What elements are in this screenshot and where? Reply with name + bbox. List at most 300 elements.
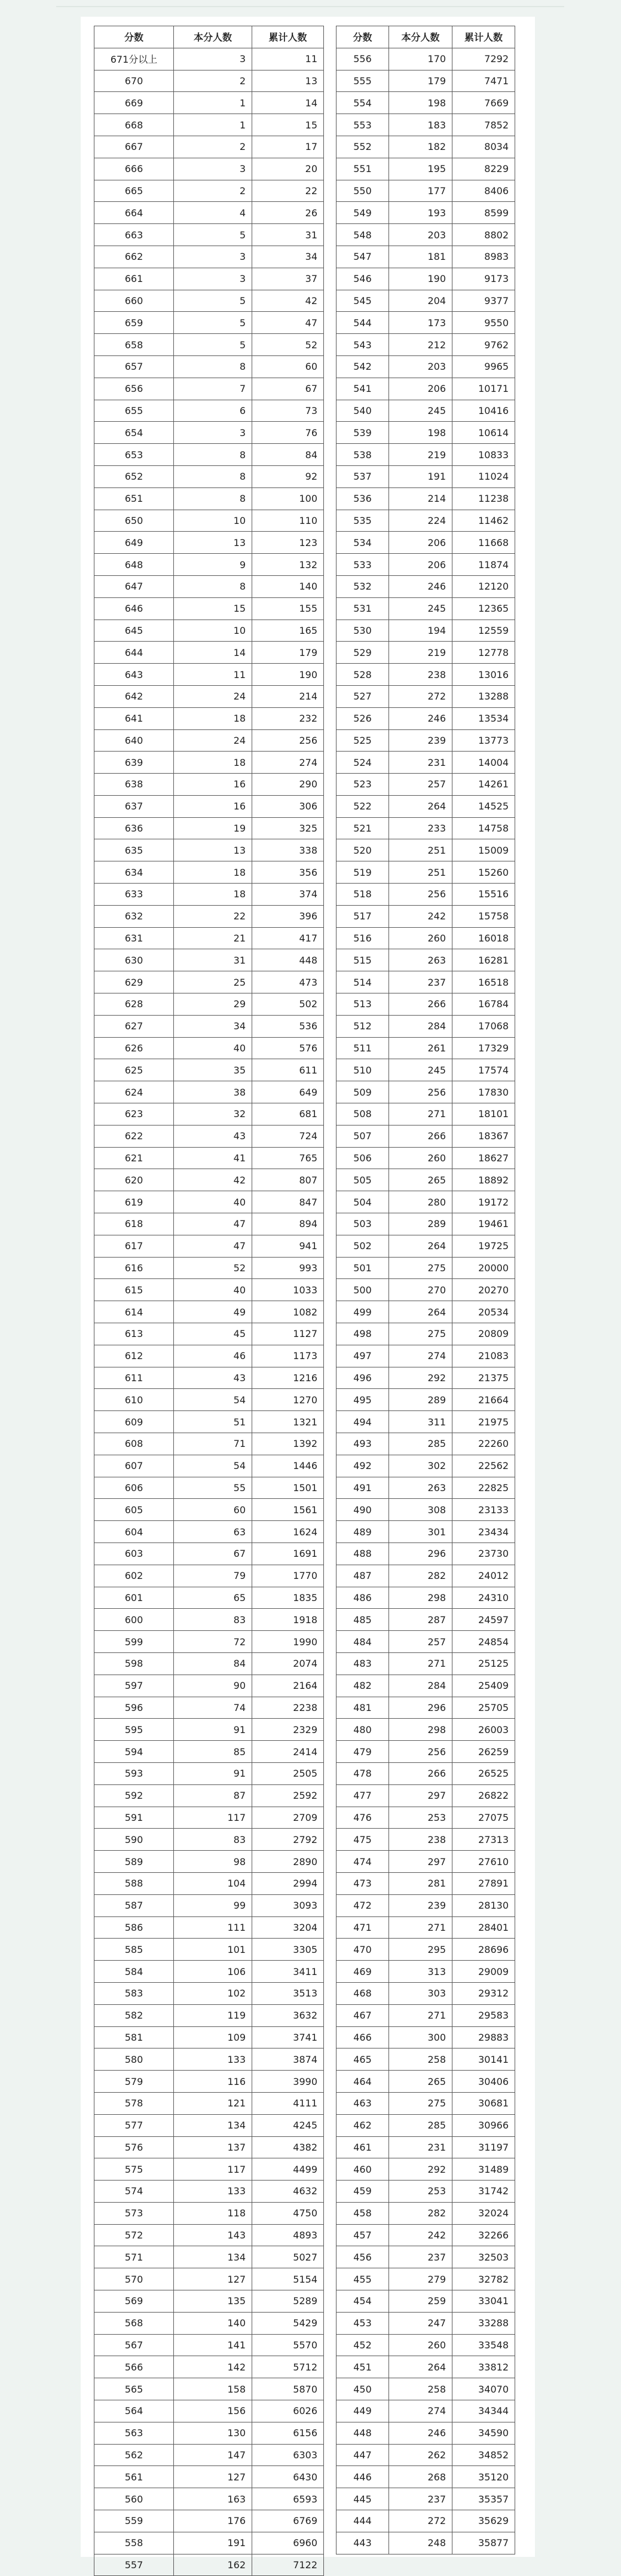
cell-score: 456 bbox=[336, 2246, 389, 2268]
table-row bbox=[94, 2356, 324, 2378]
table-row bbox=[94, 268, 324, 290]
cell-count: 258 bbox=[389, 2378, 452, 2400]
cell-cumulative: 4382 bbox=[252, 2136, 324, 2158]
table-row bbox=[94, 2246, 324, 2268]
cell-cumulative: 1392 bbox=[252, 1433, 324, 1455]
cell-cumulative: 2709 bbox=[252, 1807, 324, 1829]
cell-count: 253 bbox=[389, 1807, 452, 1829]
table-row bbox=[336, 1015, 515, 1037]
cell-cumulative: 34852 bbox=[452, 2444, 515, 2466]
cell-cumulative: 11 bbox=[252, 48, 324, 70]
cell-count: 54 bbox=[174, 1389, 252, 1411]
cell-score: 457 bbox=[336, 2224, 389, 2246]
cell-count: 182 bbox=[389, 136, 452, 158]
table-row bbox=[94, 1191, 324, 1213]
cell-cumulative: 681 bbox=[252, 1103, 324, 1126]
cell-score: 588 bbox=[94, 1872, 174, 1894]
cell-cumulative: 4632 bbox=[252, 2181, 324, 2203]
cell-cumulative: 1321 bbox=[252, 1411, 324, 1433]
cell-count: 265 bbox=[389, 1169, 452, 1191]
cell-score: 443 bbox=[336, 2532, 389, 2554]
cell-cumulative: 1691 bbox=[252, 1542, 324, 1565]
table-row bbox=[336, 334, 515, 356]
cell-cumulative: 14004 bbox=[452, 752, 515, 774]
table-row bbox=[336, 949, 515, 971]
cell-score: 643 bbox=[94, 664, 174, 686]
cell-count: 5 bbox=[174, 312, 252, 334]
cell-cumulative: 33548 bbox=[452, 2334, 515, 2356]
cell-cumulative: 5712 bbox=[252, 2356, 324, 2378]
cell-score: 565 bbox=[94, 2378, 174, 2400]
table-row bbox=[336, 400, 515, 422]
table-row bbox=[336, 2312, 515, 2334]
table-row bbox=[336, 1169, 515, 1191]
cell-score: 515 bbox=[336, 949, 389, 971]
cell-score: 545 bbox=[336, 290, 389, 312]
table-row bbox=[94, 2136, 324, 2158]
cell-cumulative: 34590 bbox=[452, 2422, 515, 2444]
cell-count: 191 bbox=[389, 465, 452, 487]
cell-count: 2 bbox=[174, 180, 252, 202]
table-row bbox=[336, 2048, 515, 2071]
cell-cumulative: 32024 bbox=[452, 2202, 515, 2224]
cell-cumulative: 7852 bbox=[452, 114, 515, 136]
cell-count: 13 bbox=[174, 532, 252, 554]
table-row bbox=[94, 2488, 324, 2510]
table-row bbox=[94, 620, 324, 642]
cell-cumulative: 179 bbox=[252, 642, 324, 664]
cell-count: 219 bbox=[389, 642, 452, 664]
cell-count: 238 bbox=[389, 664, 452, 686]
cell-cumulative: 993 bbox=[252, 1257, 324, 1279]
cell-score: 587 bbox=[94, 1894, 174, 1916]
table-row bbox=[94, 1521, 324, 1543]
cell-count: 109 bbox=[174, 2026, 252, 2048]
cell-score: 489 bbox=[336, 1521, 389, 1543]
cell-score: 538 bbox=[336, 444, 389, 466]
cell-cumulative: 14758 bbox=[452, 817, 515, 839]
cell-count: 18 bbox=[174, 752, 252, 774]
table-row bbox=[336, 1939, 515, 1961]
table-row bbox=[336, 1125, 515, 1147]
cell-score: 466 bbox=[336, 2026, 389, 2048]
table-row bbox=[336, 1697, 515, 1719]
cell-score: 654 bbox=[94, 422, 174, 444]
cell-score: 622 bbox=[94, 1125, 174, 1147]
cell-count: 42 bbox=[174, 1169, 252, 1191]
cell-count: 3 bbox=[174, 422, 252, 444]
table-row bbox=[94, 224, 324, 246]
cell-count: 91 bbox=[174, 1762, 252, 1784]
cell-cumulative: 4245 bbox=[252, 2114, 324, 2136]
cell-cumulative: 26525 bbox=[452, 1762, 515, 1784]
cell-cumulative: 34 bbox=[252, 246, 324, 268]
cell-count: 265 bbox=[389, 2071, 452, 2093]
cell-score: 617 bbox=[94, 1235, 174, 1257]
table-row bbox=[336, 487, 515, 510]
cell-score: 652 bbox=[94, 465, 174, 487]
cell-cumulative: 25125 bbox=[452, 1652, 515, 1675]
cell-cumulative: 11874 bbox=[452, 554, 515, 576]
cell-score: 476 bbox=[336, 1807, 389, 1829]
table-row bbox=[94, 465, 324, 487]
cell-score: 502 bbox=[336, 1235, 389, 1257]
cell-count: 158 bbox=[174, 2378, 252, 2400]
cell-score: 637 bbox=[94, 795, 174, 817]
table-row bbox=[94, 1301, 324, 1323]
cell-cumulative: 15260 bbox=[452, 861, 515, 884]
cell-count: 297 bbox=[389, 1851, 452, 1873]
cell-score: 540 bbox=[336, 400, 389, 422]
cell-score: 596 bbox=[94, 1697, 174, 1719]
table-row bbox=[336, 246, 515, 268]
cell-count: 41 bbox=[174, 1147, 252, 1169]
cell-score: 557 bbox=[94, 2554, 174, 2576]
cell-score: 580 bbox=[94, 2048, 174, 2071]
cell-count: 3 bbox=[174, 268, 252, 290]
table-row bbox=[336, 1762, 515, 1784]
cell-score: 632 bbox=[94, 905, 174, 927]
cell-cumulative: 24597 bbox=[452, 1609, 515, 1631]
cell-score: 458 bbox=[336, 2202, 389, 2224]
table-row bbox=[94, 2224, 324, 2246]
table-row bbox=[336, 1147, 515, 1169]
cell-count: 101 bbox=[174, 1939, 252, 1961]
table-row bbox=[336, 685, 515, 707]
score-table-left bbox=[94, 26, 324, 2576]
cell-count: 256 bbox=[389, 1081, 452, 1103]
cell-cumulative: 23133 bbox=[452, 1499, 515, 1521]
cell-count: 311 bbox=[389, 1411, 452, 1433]
cell-cumulative: 5027 bbox=[252, 2246, 324, 2268]
cell-score: 628 bbox=[94, 993, 174, 1016]
cell-count: 289 bbox=[389, 1389, 452, 1411]
table-row bbox=[336, 312, 515, 334]
table-row bbox=[336, 1103, 515, 1126]
cell-count: 258 bbox=[389, 2048, 452, 2071]
cell-score: 478 bbox=[336, 1762, 389, 1784]
cell-count: 237 bbox=[389, 2488, 452, 2510]
table-row bbox=[336, 575, 515, 597]
table-row bbox=[336, 48, 515, 70]
cell-count: 233 bbox=[389, 817, 452, 839]
cell-score: 543 bbox=[336, 334, 389, 356]
cell-count: 173 bbox=[389, 312, 452, 334]
cell-count: 156 bbox=[174, 2400, 252, 2422]
cell-count: 271 bbox=[389, 1916, 452, 1939]
cell-score: 548 bbox=[336, 224, 389, 246]
table-row bbox=[94, 839, 324, 861]
cell-count: 121 bbox=[174, 2092, 252, 2114]
cell-count: 10 bbox=[174, 510, 252, 532]
cell-score: 498 bbox=[336, 1323, 389, 1345]
table-row bbox=[94, 795, 324, 817]
cell-score: 663 bbox=[94, 224, 174, 246]
cell-count: 117 bbox=[174, 2158, 252, 2181]
cell-cumulative: 21975 bbox=[452, 1411, 515, 1433]
cell-cumulative: 32782 bbox=[452, 2268, 515, 2290]
table-row bbox=[94, 642, 324, 664]
cell-count: 194 bbox=[389, 620, 452, 642]
table-row bbox=[336, 884, 515, 906]
table-row bbox=[94, 2114, 324, 2136]
cell-score: 625 bbox=[94, 1059, 174, 1081]
cell-score: 635 bbox=[94, 839, 174, 861]
cell-cumulative: 10171 bbox=[452, 378, 515, 400]
table-row bbox=[336, 642, 515, 664]
cell-count: 203 bbox=[389, 355, 452, 378]
table-row bbox=[336, 510, 515, 532]
cell-score: 644 bbox=[94, 642, 174, 664]
cell-count: 238 bbox=[389, 1829, 452, 1851]
table-row bbox=[336, 1367, 515, 1389]
table-row bbox=[336, 2181, 515, 2203]
cell-score: 488 bbox=[336, 1542, 389, 1565]
cell-score: 610 bbox=[94, 1389, 174, 1411]
cell-score: 571 bbox=[94, 2246, 174, 2268]
table-row bbox=[94, 1015, 324, 1037]
cell-cumulative: 30966 bbox=[452, 2114, 515, 2136]
cell-count: 2 bbox=[174, 136, 252, 158]
cell-score: 624 bbox=[94, 1081, 174, 1103]
table-row bbox=[94, 2071, 324, 2093]
cell-score: 603 bbox=[94, 1542, 174, 1565]
cell-count: 203 bbox=[389, 224, 452, 246]
cell-cumulative: 27610 bbox=[452, 1851, 515, 1873]
cell-score: 639 bbox=[94, 752, 174, 774]
cell-cumulative: 29583 bbox=[452, 2004, 515, 2026]
table-row bbox=[336, 2092, 515, 2114]
cell-count: 224 bbox=[389, 510, 452, 532]
cell-score: 454 bbox=[336, 2290, 389, 2313]
cell-score: 510 bbox=[336, 1059, 389, 1081]
cell-count: 275 bbox=[389, 2092, 452, 2114]
cell-cumulative: 4499 bbox=[252, 2158, 324, 2181]
cell-count: 137 bbox=[174, 2136, 252, 2158]
table-row bbox=[336, 1587, 515, 1609]
cell-score: 650 bbox=[94, 510, 174, 532]
cell-score: 664 bbox=[94, 202, 174, 224]
cell-cumulative: 11668 bbox=[452, 532, 515, 554]
cell-cumulative: 17 bbox=[252, 136, 324, 158]
table-row bbox=[336, 1521, 515, 1543]
table-row bbox=[336, 1916, 515, 1939]
cell-cumulative: 1082 bbox=[252, 1301, 324, 1323]
cell-count: 264 bbox=[389, 795, 452, 817]
cell-count: 34 bbox=[174, 1015, 252, 1037]
table-row bbox=[336, 92, 515, 114]
table-header-row bbox=[336, 26, 515, 48]
cell-score: 560 bbox=[94, 2488, 174, 2510]
cell-score: 469 bbox=[336, 1961, 389, 1983]
table-row bbox=[94, 1125, 324, 1147]
cell-count: 127 bbox=[174, 2466, 252, 2488]
cell-score: 453 bbox=[336, 2312, 389, 2334]
cell-score: 600 bbox=[94, 1609, 174, 1631]
cell-cumulative: 232 bbox=[252, 707, 324, 729]
cell-score: 455 bbox=[336, 2268, 389, 2290]
cell-cumulative: 35120 bbox=[452, 2466, 515, 2488]
table-row bbox=[336, 2488, 515, 2510]
cell-count: 245 bbox=[389, 1059, 452, 1081]
cell-count: 14 bbox=[174, 642, 252, 664]
cell-cumulative: 3305 bbox=[252, 1939, 324, 1961]
cell-cumulative: 536 bbox=[252, 1015, 324, 1037]
table-row bbox=[94, 1741, 324, 1763]
cell-cumulative: 502 bbox=[252, 993, 324, 1016]
cell-count: 55 bbox=[174, 1477, 252, 1499]
cell-score: 662 bbox=[94, 246, 174, 268]
cell-cumulative: 30681 bbox=[452, 2092, 515, 2114]
cell-cumulative: 18101 bbox=[452, 1103, 515, 1126]
table-row bbox=[94, 2334, 324, 2356]
table-row bbox=[336, 1279, 515, 1301]
table-row bbox=[336, 1784, 515, 1807]
cell-score: 468 bbox=[336, 1982, 389, 2004]
cell-score: 503 bbox=[336, 1213, 389, 1235]
cell-score: 638 bbox=[94, 774, 174, 796]
cell-score: 661 bbox=[94, 268, 174, 290]
cell-score: 575 bbox=[94, 2158, 174, 2181]
cell-cumulative: 17068 bbox=[452, 1015, 515, 1037]
cell-cumulative: 30141 bbox=[452, 2048, 515, 2071]
cell-cumulative: 2592 bbox=[252, 1784, 324, 1807]
cell-count: 237 bbox=[389, 2246, 452, 2268]
cell-count: 263 bbox=[389, 1477, 452, 1499]
table-row bbox=[336, 1542, 515, 1565]
cell-count: 313 bbox=[389, 1961, 452, 1983]
cell-cumulative: 338 bbox=[252, 839, 324, 861]
cell-count: 19 bbox=[174, 817, 252, 839]
cell-score: 547 bbox=[336, 246, 389, 268]
cell-count: 43 bbox=[174, 1367, 252, 1389]
cell-count: 212 bbox=[389, 334, 452, 356]
cell-count: 91 bbox=[174, 1719, 252, 1741]
table-row bbox=[94, 378, 324, 400]
cell-count: 7 bbox=[174, 378, 252, 400]
table-row bbox=[94, 1499, 324, 1521]
cell-score: 584 bbox=[94, 1961, 174, 1983]
cell-score: 541 bbox=[336, 378, 389, 400]
cell-cumulative: 24012 bbox=[452, 1565, 515, 1587]
table-row bbox=[94, 1807, 324, 1829]
cell-count: 18 bbox=[174, 861, 252, 884]
cell-count: 206 bbox=[389, 532, 452, 554]
cell-count: 239 bbox=[389, 729, 452, 752]
cell-cumulative: 941 bbox=[252, 1235, 324, 1257]
cell-score: 459 bbox=[336, 2181, 389, 2203]
table-row bbox=[336, 1652, 515, 1675]
header-score: 分数 bbox=[94, 26, 174, 48]
cell-score: 550 bbox=[336, 180, 389, 202]
cell-cumulative: 76 bbox=[252, 422, 324, 444]
cell-score: 609 bbox=[94, 1411, 174, 1433]
cell-cumulative: 1127 bbox=[252, 1323, 324, 1345]
table-row bbox=[336, 993, 515, 1016]
cell-cumulative: 1270 bbox=[252, 1389, 324, 1411]
cell-count: 206 bbox=[389, 554, 452, 576]
cell-count: 272 bbox=[389, 685, 452, 707]
cell-count: 176 bbox=[174, 2510, 252, 2532]
cell-cumulative: 37 bbox=[252, 268, 324, 290]
table-row bbox=[94, 752, 324, 774]
table-row bbox=[336, 839, 515, 861]
cell-count: 298 bbox=[389, 1719, 452, 1741]
cell-cumulative: 20 bbox=[252, 158, 324, 180]
table-row bbox=[336, 378, 515, 400]
table-row bbox=[94, 2202, 324, 2224]
cell-score: 473 bbox=[336, 1872, 389, 1894]
cell-cumulative: 1624 bbox=[252, 1521, 324, 1543]
cell-score: 568 bbox=[94, 2312, 174, 2334]
table-row bbox=[336, 532, 515, 554]
cell-score: 535 bbox=[336, 510, 389, 532]
cell-score: 504 bbox=[336, 1191, 389, 1213]
cell-score: 486 bbox=[336, 1587, 389, 1609]
cell-count: 281 bbox=[389, 1872, 452, 1894]
cell-cumulative: 18892 bbox=[452, 1169, 515, 1191]
cell-cumulative: 31 bbox=[252, 224, 324, 246]
cell-cumulative: 22825 bbox=[452, 1477, 515, 1499]
cell-count: 301 bbox=[389, 1521, 452, 1543]
table-row bbox=[336, 1301, 515, 1323]
cell-cumulative: 7471 bbox=[452, 70, 515, 92]
cell-count: 119 bbox=[174, 2004, 252, 2026]
cell-cumulative: 2074 bbox=[252, 1652, 324, 1675]
table-row bbox=[336, 2268, 515, 2290]
table-row bbox=[336, 554, 515, 576]
cell-cumulative: 23730 bbox=[452, 1542, 515, 1565]
cell-score: 467 bbox=[336, 2004, 389, 2026]
cell-count: 134 bbox=[174, 2246, 252, 2268]
cell-score: 532 bbox=[336, 575, 389, 597]
cell-cumulative: 3741 bbox=[252, 2026, 324, 2048]
cell-cumulative: 6769 bbox=[252, 2510, 324, 2532]
cell-cumulative: 1033 bbox=[252, 1279, 324, 1301]
table-row bbox=[336, 2071, 515, 2093]
cell-count: 43 bbox=[174, 1125, 252, 1147]
cell-count: 40 bbox=[174, 1279, 252, 1301]
table-row bbox=[94, 2026, 324, 2048]
cell-score: 579 bbox=[94, 2071, 174, 2093]
cell-count: 181 bbox=[389, 246, 452, 268]
table-row bbox=[336, 1851, 515, 1873]
cell-count: 6 bbox=[174, 400, 252, 422]
cell-cumulative: 1173 bbox=[252, 1345, 324, 1367]
cell-score: 492 bbox=[336, 1455, 389, 1477]
cell-score: 525 bbox=[336, 729, 389, 752]
table-row bbox=[94, 1762, 324, 1784]
cell-score: 626 bbox=[94, 1037, 174, 1059]
cell-score: 539 bbox=[336, 422, 389, 444]
cell-score: 640 bbox=[94, 729, 174, 752]
cell-cumulative: 1446 bbox=[252, 1455, 324, 1477]
cell-count: 54 bbox=[174, 1455, 252, 1477]
table-row bbox=[94, 2422, 324, 2444]
cell-score: 531 bbox=[336, 597, 389, 620]
cell-count: 5 bbox=[174, 224, 252, 246]
cell-cumulative: 17574 bbox=[452, 1059, 515, 1081]
cell-score: 462 bbox=[336, 2114, 389, 2136]
cell-cumulative: 894 bbox=[252, 1213, 324, 1235]
cell-count: 13 bbox=[174, 839, 252, 861]
cell-score: 490 bbox=[336, 1499, 389, 1521]
table-row bbox=[336, 927, 515, 949]
cell-count: 190 bbox=[389, 268, 452, 290]
cell-cumulative: 724 bbox=[252, 1125, 324, 1147]
cell-count: 118 bbox=[174, 2202, 252, 2224]
table-row bbox=[94, 2092, 324, 2114]
